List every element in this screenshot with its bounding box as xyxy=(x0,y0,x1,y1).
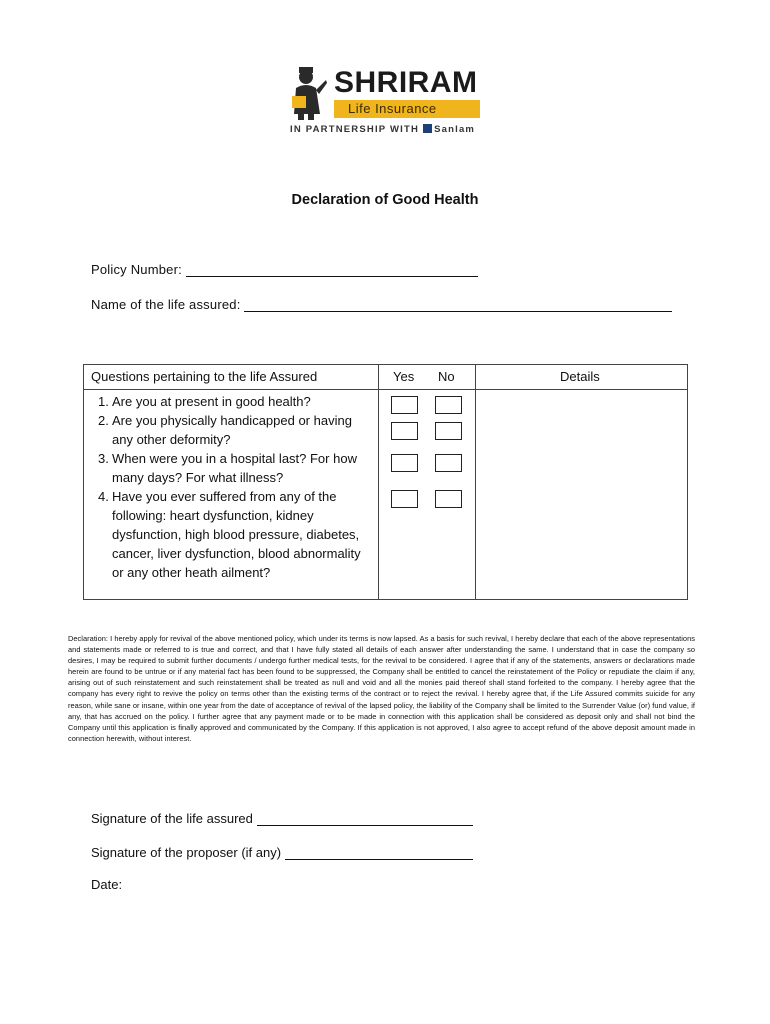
signature-proposer-field[interactable] xyxy=(91,845,473,860)
question-item xyxy=(92,392,374,411)
policy-number-label: Policy Number: xyxy=(91,262,182,277)
signature-life-assured-blank[interactable] xyxy=(257,812,473,826)
header-yes: Yes xyxy=(393,369,415,384)
question-text: Have you ever suffered from any of the following: heart dysfunction, kidney dysfunction, high blood pressure, diabetes, cancer, liver dysfunction, blood abnormality or any other heath ailment? xyxy=(112,489,361,580)
date-label: Date: xyxy=(91,877,123,892)
signature-life-assured-label: Signature of the life assured xyxy=(91,811,253,826)
shriram-logo xyxy=(290,64,482,142)
signature-proposer-blank[interactable] xyxy=(285,846,473,860)
q3-yes-checkbox[interactable] xyxy=(391,454,418,472)
header-no: No xyxy=(438,369,455,384)
question-number: 1. xyxy=(98,394,109,409)
name-assured-blank[interactable] xyxy=(244,298,672,312)
policy-number-field[interactable] xyxy=(91,262,478,277)
question-text: Are you physically handicapped or having any other deformity? xyxy=(112,413,352,447)
logo-brand-text: SHRIRAM xyxy=(334,66,478,99)
name-assured-field[interactable] xyxy=(91,297,672,312)
question-item xyxy=(92,487,374,582)
questions-list xyxy=(92,392,374,582)
declaration-text: Declaration: I hereby apply for revival of the above mentioned policy, which under its terms is now lapsed. As a basis for such revival, I hereby declare that each of the above representations and statements made or referred to is true and correct, and that I have fully stated all details of each answer after understanding the same. I understand that in case the company so desires, I may be required to submit further documents / undergo further medical tests, for the revival to be considered. I agree that if any of the statements, answers or declarations made herein are found to be untrue or if any material fact has been found to be suppressed, the Company shall be entitled to cancel the reinstatement of the Policy or repudiate the claim if any, arising out of such reinstatement and such reinstatement shall be treated as null and void and all the monies paid thereof shall stand forfeited to the company. I hereby agree that the company has every right to revive the policy on terms other than the existing terms of the contract or to reject the revival. I hereby agree that, if the Life Assured commits suicide for any reason, while sane or insane, within one year from the date of acceptance of revival of the lapsed policy, the liability of the Company shall be limited to the Surrender Value (or) fund value, if any, that has accrued on the policy. I further agree that any payment made or to be made in connection with this application shall be considered as deposit only and shall not bind the Company until this application is finally approved and communicated by the Company. If this application is not approved, I also agree to accept refund of the above deposit amount made in connection herewith, without interest. xyxy=(68,634,695,743)
q4-no-checkbox[interactable] xyxy=(435,490,462,508)
question-number: 3. xyxy=(98,451,109,466)
question-text: When were you in a hospital last? For how many days? For what illness? xyxy=(112,451,357,485)
questions-table xyxy=(83,364,688,600)
table-divider xyxy=(475,365,476,599)
q4-yes-checkbox[interactable] xyxy=(391,490,418,508)
signature-life-assured-field[interactable] xyxy=(91,811,473,826)
q3-no-checkbox[interactable] xyxy=(435,454,462,472)
q2-yes-checkbox[interactable] xyxy=(391,422,418,440)
q1-yes-checkbox[interactable] xyxy=(391,396,418,414)
partner-name: Sanlam xyxy=(434,124,476,135)
question-item xyxy=(92,411,374,449)
signature-proposer-label: Signature of the proposer (if any) xyxy=(91,845,282,860)
question-text: Are you at present in good health? xyxy=(112,394,311,409)
table-divider xyxy=(378,365,379,599)
mascot-icon xyxy=(290,66,328,120)
header-details: Details xyxy=(560,369,600,384)
question-number: 4. xyxy=(98,489,109,504)
q1-no-checkbox[interactable] xyxy=(435,396,462,414)
policy-number-blank[interactable] xyxy=(186,263,478,277)
table-header-divider xyxy=(84,389,687,390)
q2-no-checkbox[interactable] xyxy=(435,422,462,440)
question-number: 2. xyxy=(98,413,109,428)
name-assured-label: Name of the life assured: xyxy=(91,297,241,312)
logo-subtitle: Life Insurance xyxy=(348,101,437,116)
sanlam-icon xyxy=(423,124,432,133)
date-field[interactable] xyxy=(91,877,122,892)
question-item xyxy=(92,449,374,487)
page-title: Declaration of Good Health xyxy=(291,192,479,208)
header-questions: Questions pertaining to the life Assured xyxy=(91,369,318,384)
partner-prefix: IN PARTNERSHIP WITH xyxy=(290,124,420,135)
logo-partner-line xyxy=(290,124,475,136)
